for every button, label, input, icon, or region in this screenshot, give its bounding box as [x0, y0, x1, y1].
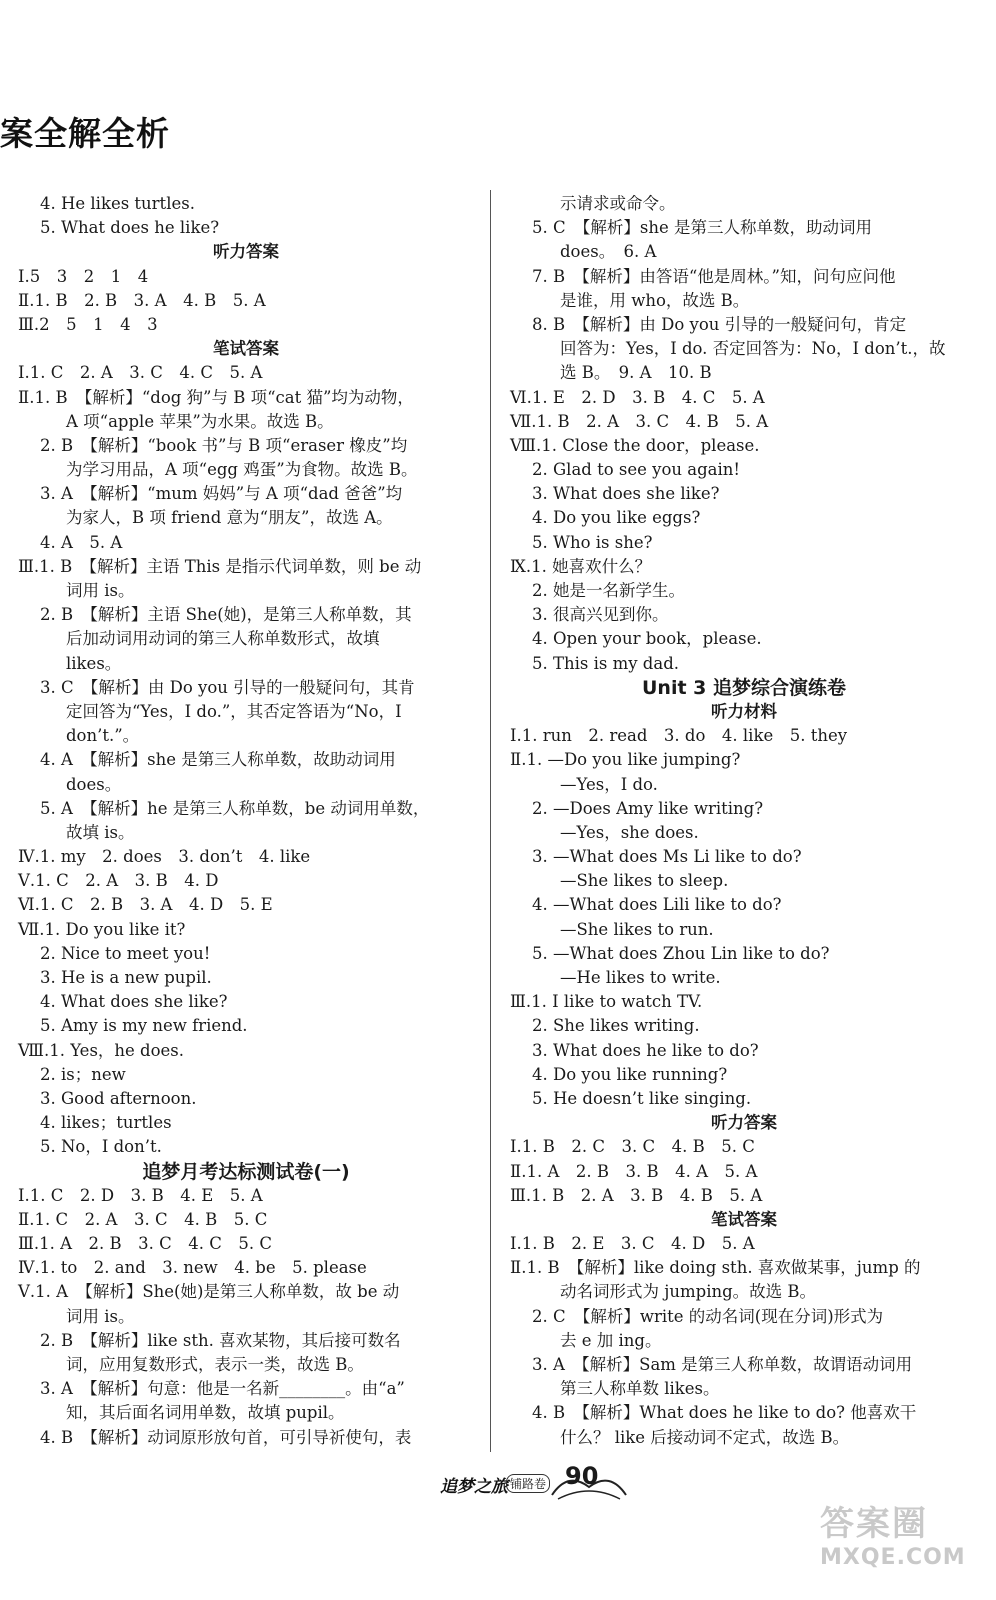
answer-line: 知，其后面名词用单数，故填 pupil。 — [66, 1403, 345, 1423]
answer-line: 笔试答案 — [213, 339, 279, 359]
left-column — [18, 192, 474, 1450]
answer-line: 3. C 【解析】由 Do you 引导的一般疑问句，其肯 — [40, 677, 415, 697]
answer-line: 8. B 【解析】由 Do you 引导的一般疑问句，肯定 — [532, 314, 907, 334]
answer-line: 5. No，I don’t. — [40, 1137, 162, 1157]
answer-line: —Yes，she does. — [560, 822, 699, 842]
answer-line: 4. A 【解析】she 是第三人称单数，故助动词用 — [40, 750, 396, 770]
answer-line: 选 B。 9. A 10. B — [560, 363, 712, 383]
answer-line: —He likes to write. — [560, 968, 721, 987]
answer-line: Ⅵ.1. E 2. D 3. B 4. C 5. A — [510, 387, 765, 407]
answer-line: 3. A 【解析】Sam 是第三人称单数，故谓语动词用 — [532, 1355, 913, 1374]
answer-line: 4. likes；turtles — [40, 1113, 172, 1133]
answer-line: 笔试答案 — [711, 1209, 777, 1229]
answer-line: Ⅱ.1. B 【解析】like doing sth. 喜欢做某事，jump 的 — [510, 1258, 921, 1278]
answer-line: 后加动词用动词的第三人称单数形式，故填 — [66, 629, 380, 649]
answer-line: 是谁，用 who，故选 B。 — [560, 290, 750, 310]
answer-line: 5. He doesn’t like singing. — [532, 1088, 752, 1108]
answer-line: 2. is；new — [40, 1064, 126, 1084]
brand-subtitle: 铺路卷 — [506, 1474, 550, 1493]
answer-line: Ⅰ.1. C 2. A 3. C 4. C 5. A — [18, 363, 263, 383]
answer-line: Ⅲ.1. A 2. B 3. C 4. C 5. C — [18, 1234, 273, 1254]
answer-line: 4. What does she like? — [40, 992, 228, 1012]
answer-line: Ⅲ.1. I like to watch TV. — [510, 992, 703, 1012]
answer-line: Ⅰ.5 3 2 1 4 — [18, 266, 149, 286]
answer-line: Ⅳ.1. to 2. and 3. new 4. be 5. please — [18, 1258, 367, 1278]
answer-line: 什么？ like 后接动词不定式，故选 B。 — [560, 1427, 850, 1447]
answer-line: 4. B 【解析】What does he like to do? 他喜欢干 — [532, 1403, 917, 1423]
answer-line: 7. B 【解析】由答语“他是周林。”知，问句应问他 — [532, 266, 896, 286]
watermark-site: MXQE.COM — [820, 1545, 966, 1570]
answer-line: 3. 很高兴见到你。 — [532, 605, 669, 625]
answer-line: 听力答案 — [711, 1113, 777, 1133]
answer-line: 动名词形式为 jumping。故选 B。 — [560, 1282, 817, 1302]
answer-line: 5. This is my dad. — [532, 653, 680, 673]
answer-line: Ⅰ.1. B 2. E 3. C 4. D 5. A — [510, 1234, 755, 1254]
answer-line: Ⅶ.1. Do you like it? — [18, 919, 186, 939]
answer-line: 4. Do you like eggs? — [532, 508, 701, 528]
answer-line: Ⅵ.1. C 2. B 3. A 4. D 5. E — [18, 895, 273, 915]
answer-line: 2. Glad to see you again! — [532, 460, 741, 480]
answer-line: —Yes，I do. — [560, 774, 658, 794]
answer-line: 4. —What does Lili like to do? — [532, 895, 782, 915]
answer-line: Ⅶ.1. B 2. A 3. C 4. B 5. A — [510, 411, 769, 431]
answer-line: 词用 is。 — [66, 581, 135, 600]
column-divider — [490, 190, 491, 1452]
answer-line: 5. —What does Zhou Lin like to do? — [532, 943, 830, 963]
answer-line: 为学习用品，A 项“egg 鸡蛋”为食物。故选 B。 — [66, 460, 418, 480]
right-column — [510, 192, 978, 1450]
answer-line: 5. A 【解析】he 是第三人称单数，be 动词用单数， — [40, 798, 430, 818]
answer-line: 3. What does she like? — [532, 484, 720, 504]
answer-line: 3. He is a new pupil. — [40, 968, 212, 987]
answer-line: Ⅴ.1. A 【解析】She(她)是第三人称单数，故 be 动 — [18, 1282, 400, 1302]
answer-line: Ⅲ.2 5 1 4 3 — [18, 314, 158, 334]
answer-line: Ⅰ.1. B 2. C 3. C 4. B 5. C — [510, 1137, 755, 1157]
answer-line: 5. C 【解析】she 是第三人称单数，助动词用 — [532, 218, 872, 238]
answer-line: Ⅷ.1. Yes，he does. — [18, 1040, 185, 1060]
answer-line: Unit 3 追梦综合演练卷 — [642, 676, 846, 699]
answer-line: —She likes to run. — [560, 919, 714, 939]
page-title: 案全解全析 — [0, 114, 170, 153]
answer-line: 4. He likes turtles. — [40, 194, 195, 213]
answer-line: 词，应用复数形式，表示一类，故选 B。 — [66, 1355, 364, 1374]
answer-line: 定回答为“Yes，I do.”，其否定答语为“No，I — [66, 701, 402, 721]
answer-line: likes。 — [66, 653, 122, 673]
answer-line: Ⅱ.1. B 【解析】“dog 狗”与 B 项“cat 猫”均为动物， — [18, 387, 414, 407]
answer-line: —She likes to sleep. — [560, 871, 729, 891]
answer-line: Ⅳ.1. my 2. does 3. don’t 4. like — [18, 847, 311, 867]
answer-line: Ⅰ.1. run 2. read 3. do 4. like 5. they — [510, 726, 848, 746]
answer-line: 第三人称单数 likes。 — [560, 1379, 720, 1399]
answer-line: A 项“apple 苹果”为水果。故选 B。 — [66, 411, 334, 431]
answer-line: 听力材料 — [711, 701, 777, 721]
answer-line: 故填 is。 — [66, 822, 135, 842]
answer-line: 为家人，B 项 friend 意为“朋友”，故选 A。 — [66, 508, 393, 528]
answer-line: 2. 她是一名新学生。 — [532, 581, 685, 600]
answer-line: 4. Open your book，please. — [532, 629, 762, 649]
answer-line: 5. Amy is my new friend. — [40, 1016, 248, 1036]
answer-line: Ⅲ.1. B 2. A 3. B 4. B 5. A — [510, 1185, 763, 1205]
answer-line: 3. A 【解析】句意：他是一名新________。由“a” — [40, 1379, 405, 1399]
watermark-logo: 答案圈 — [820, 1504, 928, 1544]
answer-line: 2. B 【解析】“book 书”与 B 项“eraser 橡皮”均 — [40, 435, 408, 455]
answer-line: 5. Who is she? — [532, 532, 653, 552]
page-number: 90 — [565, 1462, 599, 1490]
answer-line: 3. A 【解析】“mum 妈妈”与 A 项“dad 爸爸”均 — [40, 484, 403, 504]
answer-line: don’t.”。 — [66, 726, 140, 746]
answer-line: Ⅴ.1. C 2. A 3. B 4. D — [18, 871, 219, 891]
answer-line: does。 — [66, 774, 122, 794]
answer-line: 追梦月考达标测试卷(一) — [142, 1160, 350, 1183]
answer-line: Ⅷ.1. Close the door，please. — [510, 435, 760, 455]
answer-line: 词用 is。 — [66, 1306, 135, 1326]
answer-line: 2. She likes writing. — [532, 1016, 700, 1036]
answer-line: 2. —Does Amy like writing? — [532, 798, 764, 818]
answer-line: 听力答案 — [213, 242, 279, 262]
answer-line: 4. B 【解析】动词原形放句首，可引导祈使句，表 — [40, 1427, 412, 1447]
answer-line: 2. B 【解析】like sth. 喜欢某物，其后接可数名 — [40, 1330, 401, 1350]
answer-line: 示请求或命令。 — [560, 194, 676, 213]
answer-line: 回答为：Yes，I do. 否定回答为：No，I don’t.，故 — [560, 339, 946, 359]
answer-line: Ⅱ.1. B 2. B 3. A 4. B 5. A — [18, 290, 266, 310]
answer-line: 2. B 【解析】主语 She(她)，是第三人称单数，其 — [40, 605, 412, 625]
watermark — [820, 1496, 980, 1588]
answer-line: 2. Nice to meet you! — [40, 943, 211, 963]
answer-line: 3. Good afternoon. — [40, 1088, 197, 1108]
answer-line: Ⅰ.1. C 2. D 3. B 4. E 5. A — [18, 1185, 263, 1205]
answer-line: 4. Do you like running? — [532, 1064, 728, 1084]
answer-line: 3. —What does Ms Li like to do? — [532, 847, 802, 867]
answer-line: Ⅲ.1. B 【解析】主语 This 是指示代词单数，则 be 动 — [18, 556, 422, 576]
answer-line: 3. What does he like to do? — [532, 1040, 759, 1060]
answer-line: Ⅱ.1. C 2. A 3. C 4. B 5. C — [18, 1209, 268, 1229]
answer-line: Ⅱ.1. —Do you like jumping? — [510, 750, 741, 770]
answer-line: Ⅸ.1. 她喜欢什么？ — [510, 556, 652, 576]
answer-line: 4. A 5. A — [40, 532, 123, 552]
answer-line: 5. What does he like? — [40, 218, 220, 238]
answer-line: 去 e 加 ing。 — [560, 1330, 662, 1350]
answer-line: does。 6. A — [560, 242, 657, 262]
answer-line: 2. C 【解析】write 的动名词(现在分词)形式为 — [532, 1306, 884, 1326]
brand-logo: 追梦之旅 — [440, 1477, 508, 1497]
answer-line: Ⅱ.1. A 2. B 3. B 4. A 5. A — [510, 1161, 758, 1181]
